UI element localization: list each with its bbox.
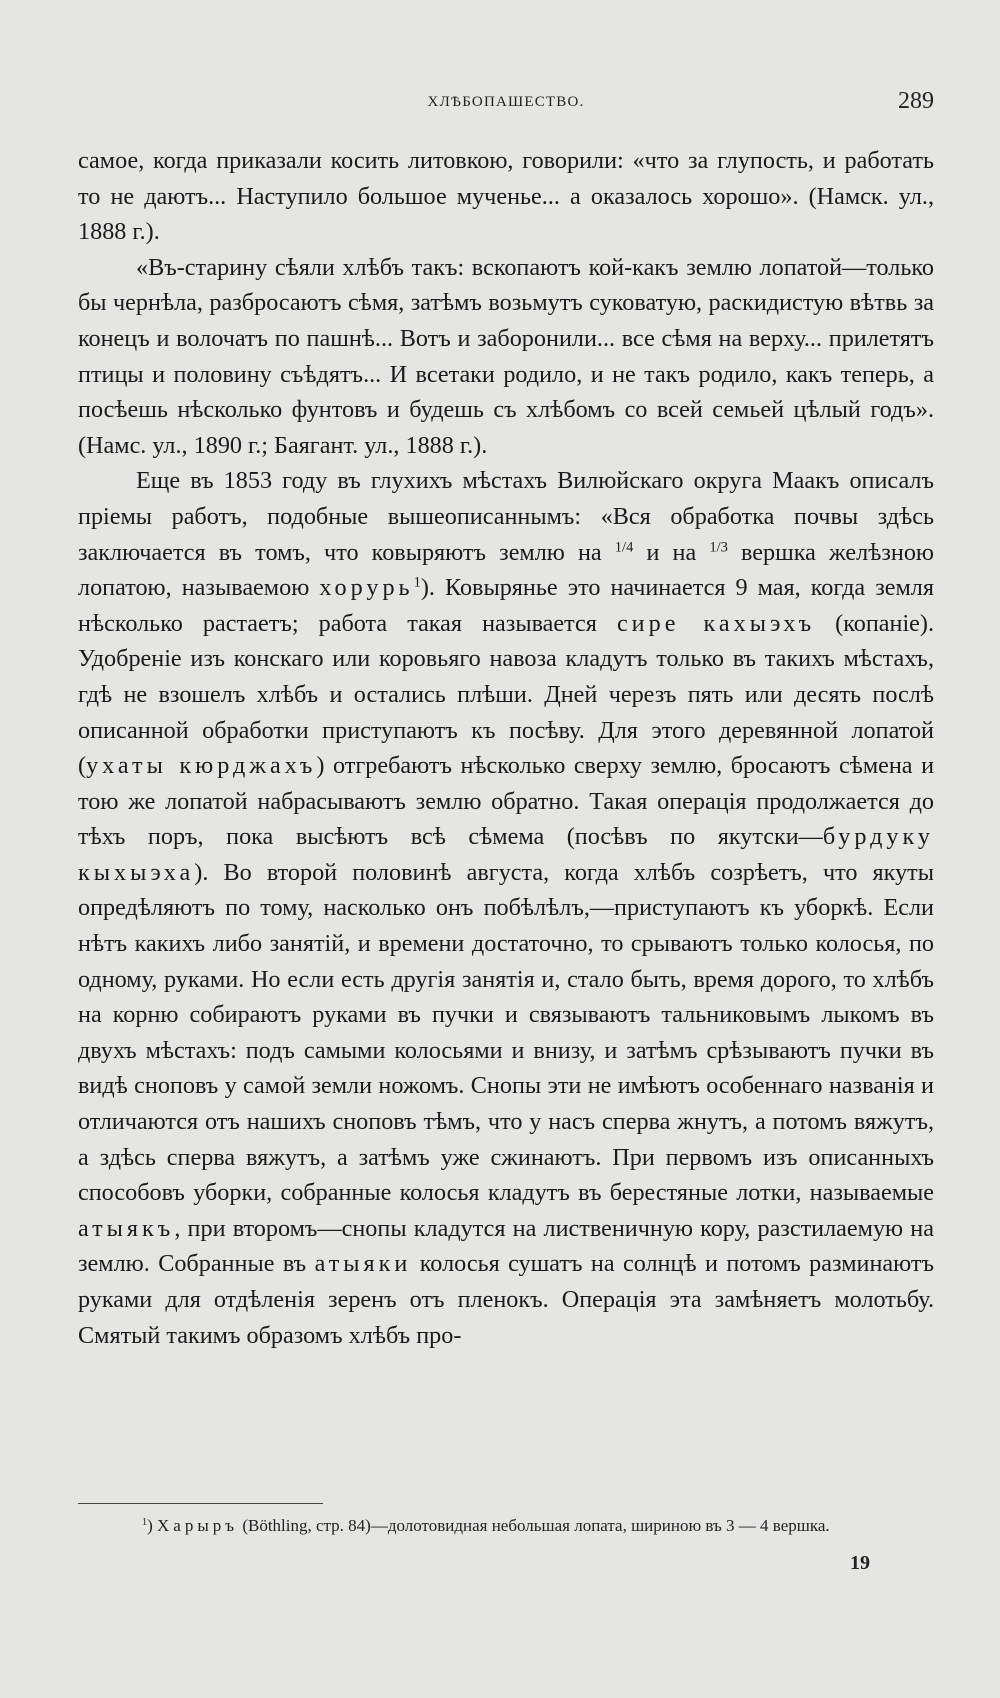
text-run: , при второмъ—снопы кладутся на лиственичную кору, разстилаемую на землю. Собранные въ [78, 1214, 934, 1278]
fraction-quarter: 1/4 [614, 538, 634, 555]
text-run: (копаніе). Удобреніе изъ конскаго или коровьяго навоза кладутъ только въ такихъ мѣстахъ, гдѣ не взошелъ хлѣбъ и остались плѣши. Дней черезъ пять или десять послѣ описанной обработки приступаютъ къ посѣву. Для этого деревянной лопатой ( [78, 609, 934, 780]
footnote-divider [78, 1503, 323, 1504]
footnote [78, 1511, 934, 1541]
term-khorur: хорурь [319, 574, 414, 602]
text-run: вершка желѣзною лопатою, называемою [78, 538, 934, 602]
text-run: и на [633, 538, 710, 566]
running-title: ХЛѢБОПАШЕСТВО. [427, 94, 585, 110]
text-run: ). Во второй половинѣ августа, когда хлѣбъ созрѣетъ, что якуты опредѣляютъ по тому, насколько онъ побѣлѣлъ,—приступаютъ къ уборкѣ. Если нѣтъ какихъ либо занятій, и времени достаточно, то срываютъ только колосья, по одному, руками. Но если есть другія занятія и, стало быть, время дорого, то хлѣбъ на корню собираютъ руками въ пучки и связываютъ тальниковымъ лыкомъ въ двухъ мѣстахъ: подъ самыми колосьями и внизу, и затѣмъ срѣзываютъ пучки въ видѣ сноповъ у самой земли ножомъ. Снопы эти не имѣютъ особеннаго названія и отличаются отъ нашихъ сноповъ тѣмъ, что у насъ сперва жнутъ, а потомъ вяжутъ, а здѣсь сперва вяжутъ, а затѣмъ уже сжинаютъ. При первомъ изъ описанныхъ способовъ уборки, собранные колосья кладутъ въ берестяные лотки, называемые [78, 858, 934, 1207]
term-burduku-kykhyekha: бурдуку кыхыэха [78, 823, 934, 886]
paragraph-2: «Въ-старину сѣяли хлѣбъ такъ: вскопаютъ кой-какъ землю лопатой—только бы чернѣла, разбросаютъ сѣмя, затѣмъ возьмутъ суковатую, раскидистую вѣтвь за конецъ и волочатъ по пашнѣ... Вотъ и заборонили... все сѣмя на верху... прилетятъ птицы и половину съѣдятъ... И всетаки родило, и не такъ родило, какъ теперь, а посѣешь нѣсколько фунтовъ и будешь съ хлѣбомъ со всей семьей цѣлый годъ». (Намс. ул., 1890 г.; Баягант. ул., 1888 г.). [78, 253, 934, 459]
footnote-text [78, 1511, 934, 1541]
page-number: 289 [898, 88, 934, 114]
footnote-term: Харыръ [157, 1516, 239, 1535]
paragraph-3 [78, 463, 934, 1353]
text-run: ) отгребаютъ нѣсколько сверху землю, бросаютъ сѣмена и тою же лопатой набрасываютъ землю обратно. Такая операція продолжается до тѣхъ поръ, пока высѣютъ всѣ сѣмема (посѣвъ по якутски— [78, 752, 935, 851]
main-text [78, 143, 934, 1353]
paragraph-1: самое, когда приказали косить литовкою, говорили: «что за глупость, и работать то не даютъ... Наступило большое мученье... а оказалось хорошо». (Намск. ул., 1888 г.). [78, 147, 934, 246]
text-run: колосья сушатъ на солнцѣ и потомъ разминаютъ руками для отдѣленія зеренъ отъ пленокъ. Операція эта замѣняетъ молотьбу. Смятый такимъ образомъ хлѣбъ про- [78, 1250, 934, 1349]
footnote-mark: 1 [142, 1516, 148, 1528]
page-header [78, 88, 934, 124]
text-run: ). Ковырянье это начинается 9 мая, когда земля нѣсколько растаетъ; работа такая называется [78, 574, 934, 637]
footnote-reference: 1 [413, 574, 421, 591]
signature-mark: 19 [850, 1552, 870, 1574]
text-run: Еще въ 1853 году въ глухихъ мѣстахъ Вилюйскаго округа Маакъ описалъ пріемы работъ, подобные вышеописаннымъ: «Вся обработка почвы здѣсь заключается въ томъ, что ковыряютъ землю на [78, 467, 934, 566]
term-sire-kakhyekh: сире кахыэхъ [616, 609, 816, 637]
term-atyyaki: атыяки [314, 1250, 412, 1278]
term-atyyak: атыякъ [78, 1214, 175, 1242]
term-ukhaty-kyurdzhakh: ухаты кюрджахъ [86, 752, 317, 780]
footnote-lead: ) [147, 1516, 158, 1535]
fraction-third: 1/3 [709, 538, 728, 555]
footnote-body: (Böthling, стр. 84)—долотовидная небольшая лопата, шириною въ 3 — 4 вершка. [238, 1516, 830, 1535]
